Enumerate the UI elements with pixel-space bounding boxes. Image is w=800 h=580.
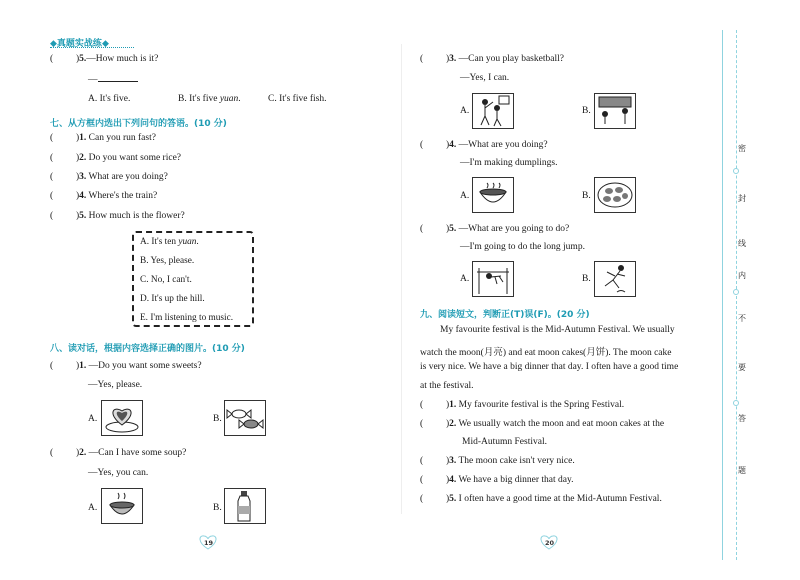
diamond-icon: ◆ [101, 39, 109, 49]
s8q2-opt-a: A. [88, 503, 98, 513]
rq5-opt-a: A. [460, 274, 470, 284]
sweets-picture [224, 400, 266, 436]
noodle-bowl-picture [472, 177, 514, 213]
seal-char: 不 [738, 314, 746, 323]
tf-item-4: ( )4. We have a big dinner that day. [420, 475, 574, 485]
soup-bowl-picture [101, 488, 143, 524]
section7-q5: ( )5. How much is the flower? [50, 211, 185, 221]
heart-cake-picture [101, 400, 143, 436]
s8q1-opt-b: B. [213, 414, 222, 424]
left-q5-opt-b: B. It's five yuan. [178, 94, 241, 104]
table-tennis-picture [594, 93, 636, 129]
basketball-picture [472, 93, 514, 129]
s8q2-opt-b: B. [213, 503, 222, 513]
left-q5-opt-c: C. It's five fish. [268, 94, 327, 104]
seal-dot [733, 400, 739, 406]
seal-char: 封 [738, 194, 746, 203]
seal-dot [733, 168, 739, 174]
box-option-d: D. It's up the hill. [140, 294, 205, 304]
box-option-c: C. No, I can't. [140, 275, 192, 285]
seal-char: 密 [738, 144, 746, 153]
rq3-opt-b: B. [582, 106, 591, 116]
passage-line-1: My favourite festival is the Mid-Autumn Festival. We usually [440, 325, 675, 335]
header-underline [50, 47, 134, 48]
page-number-left: 19 [204, 539, 214, 547]
passage-line-4: at the festival. [420, 381, 474, 391]
dumplings-plate-picture [594, 177, 636, 213]
bottle-picture [224, 488, 266, 524]
seal-dot [733, 289, 739, 295]
passage-line-2: watch the moon(月亮) and eat moon cakes(月饼). The moon cake [420, 348, 672, 358]
seal-char: 内 [738, 271, 746, 280]
seal-line-dashed [736, 30, 737, 560]
section7-title: 七、从方框内选出下列问句的答语。(10 分) [50, 119, 227, 129]
right-q3: ( )3. —Can you play basketball? [420, 54, 564, 64]
right-q5: ( )5. —What are you going to do? [420, 224, 570, 234]
box-option-e: E. I'm listening to music. [140, 313, 234, 323]
section8-q1-reply: —Yes, please. [88, 380, 143, 390]
seal-char: 线 [738, 239, 746, 248]
section7-q3: ( )3. What are you doing? [50, 172, 168, 182]
header-title: 真题实战练 [56, 39, 102, 49]
rq5-opt-b: B. [582, 274, 591, 284]
section8-q2: ( )2. —Can I have some soup? [50, 448, 187, 458]
box-option-b: B. Yes, please. [140, 256, 195, 266]
tf-item-3: ( )3. The moon cake isn't very nice. [420, 456, 575, 466]
left-q5-opt-a: A. It's five. [88, 94, 131, 104]
diamond-icon: ◆ [50, 39, 57, 49]
high-jump-picture [472, 261, 514, 297]
right-q4-reply: —I'm making dumplings. [460, 158, 558, 168]
section8-title: 八、读对话，根据内容选择正确的图片。(10 分) [50, 344, 245, 354]
center-divider [401, 44, 402, 514]
answer-box [132, 231, 254, 327]
section7-q2: ( )2. Do you want some rice? [50, 153, 182, 163]
right-q4: ( )4. —What are you doing? [420, 140, 548, 150]
right-q5-reply: —I'm going to do the long jump. [460, 242, 585, 252]
tf-item-2: ( )2. We usually watch the moon and eat moon cakes at the [420, 419, 665, 429]
s8q1-opt-a: A. [88, 414, 98, 424]
right-q3-reply: —Yes, I can. [460, 73, 510, 83]
section7-q4: ( )4. Where's the train? [50, 191, 158, 201]
tf-item-1: ( )1. My favourite festival is the Spring Festival. [420, 400, 625, 410]
section7-q1: ( )1. Can you run fast? [50, 133, 156, 143]
passage-line-3: is very nice. We have a big dinner that day. I often have a good time [420, 362, 679, 372]
tf-item-5: ( )5. I often have a good time at the Mid-Autumn Festival. [420, 494, 662, 504]
box-option-a: A. It's ten yuan. [140, 237, 199, 247]
seal-char: 要 [738, 363, 746, 372]
long-jump-picture [594, 261, 636, 297]
rq4-opt-b: B. [582, 191, 591, 201]
section8-q2-reply: —Yes, you can. [88, 468, 149, 478]
section9-title: 九、阅读短文，判断正(T)误(F)。(20 分) [420, 310, 590, 320]
seal-line-outer [722, 30, 723, 560]
rq4-opt-a: A. [460, 191, 470, 201]
tf-item-2-cont: Mid-Autumn Festival. [462, 437, 547, 447]
left-q5-blank[interactable]: — [88, 75, 138, 85]
page-number-right: 20 [545, 539, 555, 547]
seal-char: 题 [738, 466, 746, 475]
seal-char: 答 [738, 414, 746, 423]
section8-q1: ( )1. —Do you want some sweets? [50, 361, 202, 371]
rq3-opt-a: A. [460, 106, 470, 116]
left-q5: ( )5.—How much is it? [50, 54, 159, 64]
